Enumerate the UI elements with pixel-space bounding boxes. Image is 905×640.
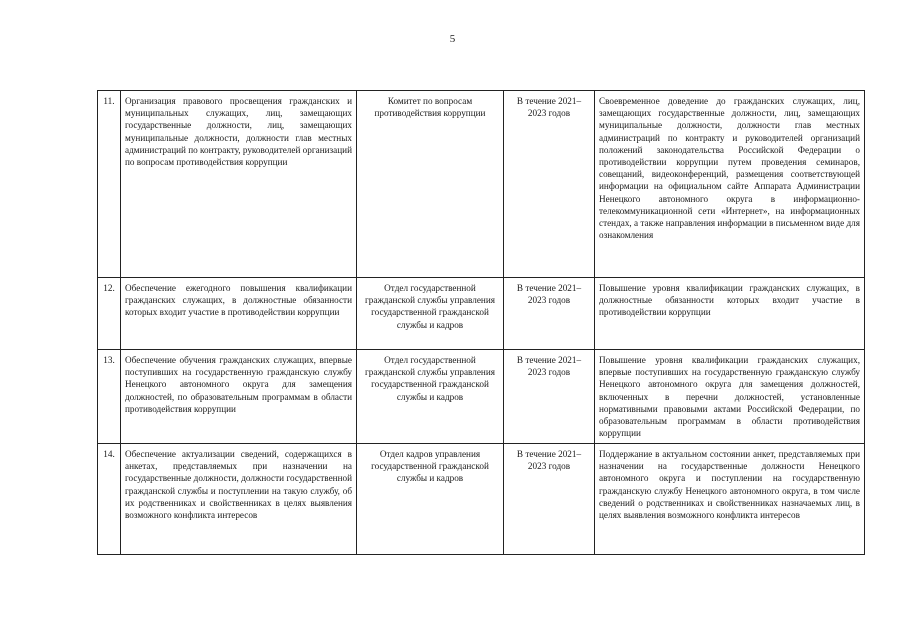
result-cell: Повышение уровня квалификации гражданских служащих, впервые поступивших на государственную гражданскую службу Ненецкого автономного округа для замещения должностей, включенных в перечни должностей, установленные нормативными правовыми актами Российской Федерации, по образовательным программам в области противодействия коррупции [595,350,865,444]
page-number: 5 [449,33,456,45]
measure-cell: Организация правового просвещения гражданских и муниципальных служащих, лиц, замещающих государственные должности, лиц, замещающих муниципальные должности, должности глав местных администраций по контракту, руководителей организаций по вопросам противодействия коррупции [121,91,357,278]
deadline-cell: В течение 2021–2023 годов [504,350,595,444]
row-number: 11. [98,91,121,278]
deadline-cell: В течение 2021–2023 годов [504,91,595,278]
deadline-cell: В течение 2021–2023 годов [504,278,595,350]
row-number: 12. [98,278,121,350]
result-cell: Поддержание в актуальном состоянии анкет, представляемых при назначении на государственные должности Ненецкого автономного округа и поступлении на государственную гражданскую службу Ненецкого автономного округа, в том числе сведений о родственниках и свойственниках назначаемых лиц, в целях выявления возможного конфликта интересов [595,444,865,555]
table-row [98,91,865,278]
result-cell: Своевременное доведение до гражданских служащих, лиц, замещающих государственные должности, лиц, замещающих муниципальные должности, должности глав местных администраций по контракту и руководителей организаций положений законодательства Российской Федерации о противодействии коррупции путем проведения семинаров, совещаний, видеоконференций, размещения соответствующей информации на официальном сайте Аппарата Администрации Ненецкого автономного округа в информационно-телекоммуникационной сети «Интернет», на информационных стендах, а также направления информации в письменном виде для ознакомления [595,91,865,278]
measure-cell: Обеспечение обучения гражданских служащих, впервые поступивших на государственную гражданскую службу Ненецкого автономного округа для замещения должностей, по образовательным программам в области противодействия коррупции [121,350,357,444]
table-row [98,350,865,444]
measures-table [97,90,865,555]
row-number: 14. [98,444,121,555]
responsible-cell: Отдел государственной гражданской службы управления государственной гражданской службы и кадров [357,278,504,350]
responsible-cell: Комитет по вопросам противодействия коррупции [357,91,504,278]
result-cell: Повышение уровня квалификации гражданских служащих, в должностные обязанности которых входит участие в противодействии коррупции [595,278,865,350]
responsible-cell: Отдел государственной гражданской службы управления государственной гражданской службы и кадров [357,350,504,444]
responsible-cell: Отдел кадров управления государственной гражданской службы и кадров [357,444,504,555]
deadline-cell: В течение 2021–2023 годов [504,444,595,555]
table-row [98,444,865,555]
measure-cell: Обеспечение актуализации сведений, содержащихся в анкетах, представляемых при назначении на государственные должности, должности государственной гражданской службы и поступлении на такую службу, об их родственниках и свойственниках в целях выявления возможного конфликта интересов [121,444,357,555]
row-number: 13. [98,350,121,444]
measure-cell: Обеспечение ежегодного повышения квалификации гражданских служащих, в должностные обязанности которых входит участие в противодействии коррупции [121,278,357,350]
table-row [98,278,865,350]
